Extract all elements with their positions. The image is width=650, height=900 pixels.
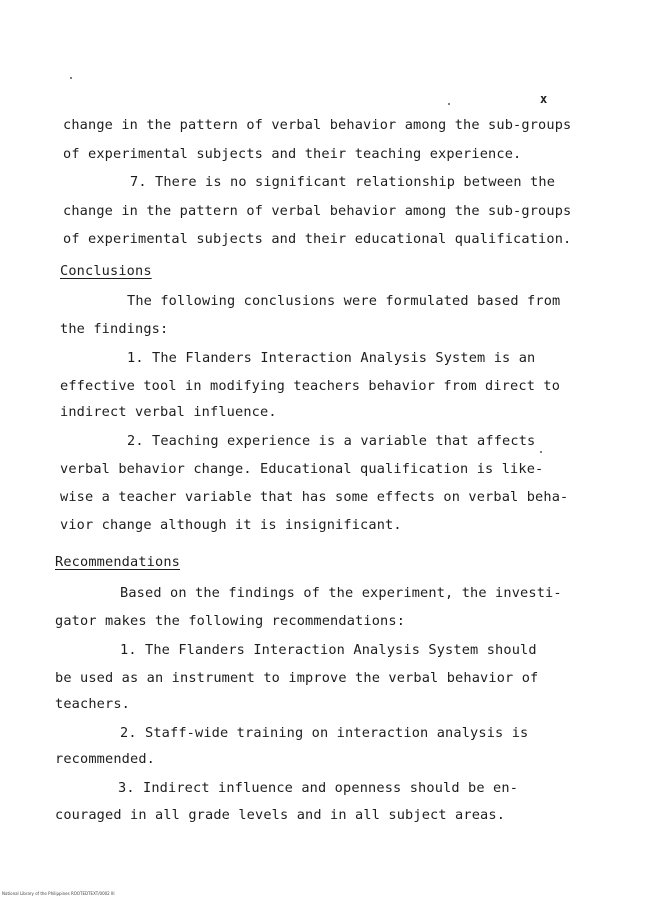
- text-line: of experimental subjects and their educational qualification.: [63, 231, 572, 247]
- text-line: change in the pattern of verbal behavior among the sub-groups: [63, 117, 572, 133]
- text-line: 2. Staff-wide training on interaction analysis is: [120, 725, 529, 741]
- text-line: effective tool in modifying teachers behavior from direct to: [60, 378, 561, 394]
- text-line: The following conclusions were formulated based from: [127, 293, 561, 309]
- text-line: of experimental subjects and their teaching experience.: [63, 146, 522, 162]
- text-line: vior change although it is insignificant.: [60, 517, 402, 533]
- scan-speck: [70, 77, 72, 79]
- text-line: verbal behavior change. Educational qualification is like-: [60, 461, 544, 477]
- text-line: recommended.: [55, 751, 156, 767]
- text-line: change in the pattern of verbal behavior among the sub-groups: [63, 203, 572, 219]
- text-line: 1. The Flanders Interaction Analysis System should: [120, 642, 537, 658]
- scan-footer: National Library of the Philippines ROOTEDTEXT/0002 III: [2, 891, 115, 896]
- conclusions-heading: Conclusions: [60, 263, 152, 279]
- text-line: wise a teacher variable that has some effects on verbal beha-: [60, 489, 569, 505]
- page-number: x: [540, 92, 548, 106]
- text-line: Based on the findings of the experiment, the investi-: [120, 585, 562, 601]
- text-line: teachers.: [55, 696, 131, 712]
- text-line: couraged in all grade levels and in all subject areas.: [55, 807, 506, 823]
- text-line: 2. Teaching experience is a variable that affects: [127, 433, 536, 449]
- scan-speck: [540, 451, 542, 453]
- text-line: indirect verbal influence.: [60, 404, 277, 420]
- text-line: gator makes the following recommendations:: [55, 613, 406, 629]
- text-line: 7. There is no significant relationship between the: [130, 174, 556, 190]
- text-line: 3. Indirect influence and openness should be en-: [118, 780, 519, 796]
- text-line: be used as an instrument to improve the verbal behavior of: [55, 670, 539, 686]
- text-line: the findings:: [60, 321, 169, 337]
- scan-speck: [448, 103, 450, 105]
- recommendations-heading: Recommendations: [55, 554, 181, 570]
- text-line: 1. The Flanders Interaction Analysis System is an: [127, 350, 536, 366]
